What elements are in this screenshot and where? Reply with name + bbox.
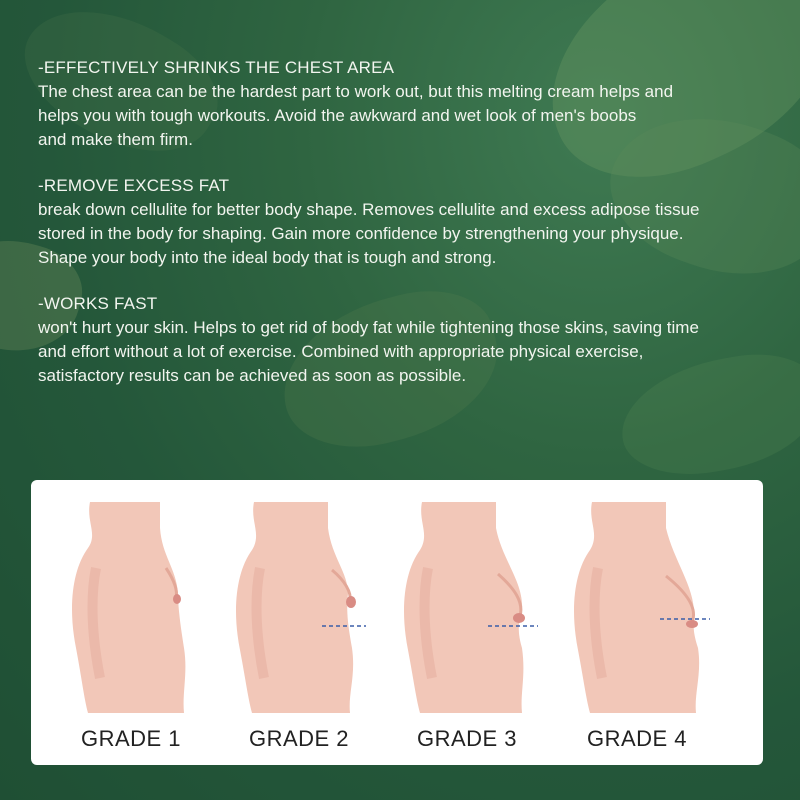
section-line: and effort without a lot of exercise. Combined with appropriate physical exercise, <box>38 342 644 361</box>
grade-label: GRADE 3 <box>416 726 518 751</box>
grade-label: GRADE 4 <box>586 726 688 751</box>
description-text <box>38 56 778 410</box>
torso-illustration <box>56 498 206 713</box>
grade-3-figure <box>392 480 542 765</box>
grade-1-figure <box>56 480 206 765</box>
section-line: break down cellulite for better body shape. Removes cellulite and excess adipose tissue <box>38 200 700 219</box>
section-line: won't hurt your skin. Helps to get rid of body fat while tightening those skins, saving time <box>38 318 699 337</box>
section-heading: -REMOVE EXCESS FAT <box>38 176 230 195</box>
grade-comparison-panel <box>31 480 763 765</box>
grade-4-figure <box>562 480 712 765</box>
section-line: helps you with tough workouts. Avoid the awkward and wet look of men's boobs <box>38 106 637 125</box>
grade-label: GRADE 1 <box>80 726 182 751</box>
torso-illustration <box>562 498 712 713</box>
section-line: The chest area can be the hardest part to work out, but this melting cream helps and <box>38 82 674 101</box>
section-line: satisfactory results can be achieved as soon as possible. <box>38 366 467 385</box>
section-shrinks-chest <box>38 56 778 152</box>
section-works-fast <box>38 292 778 388</box>
grade-label: GRADE 2 <box>248 726 350 751</box>
section-line: stored in the body for shaping. Gain more confidence by strengthening your physique. <box>38 224 684 243</box>
section-remove-fat <box>38 174 778 270</box>
section-line: Shape your body into the ideal body that is tough and strong. <box>38 248 497 267</box>
section-heading: -WORKS FAST <box>38 294 158 313</box>
torso-illustration <box>392 498 542 713</box>
grade-2-figure <box>224 480 374 765</box>
torso-illustration <box>224 498 374 713</box>
section-line: and make them firm. <box>38 130 193 149</box>
section-heading: -EFFECTIVELY SHRINKS THE CHEST AREA <box>38 58 395 77</box>
